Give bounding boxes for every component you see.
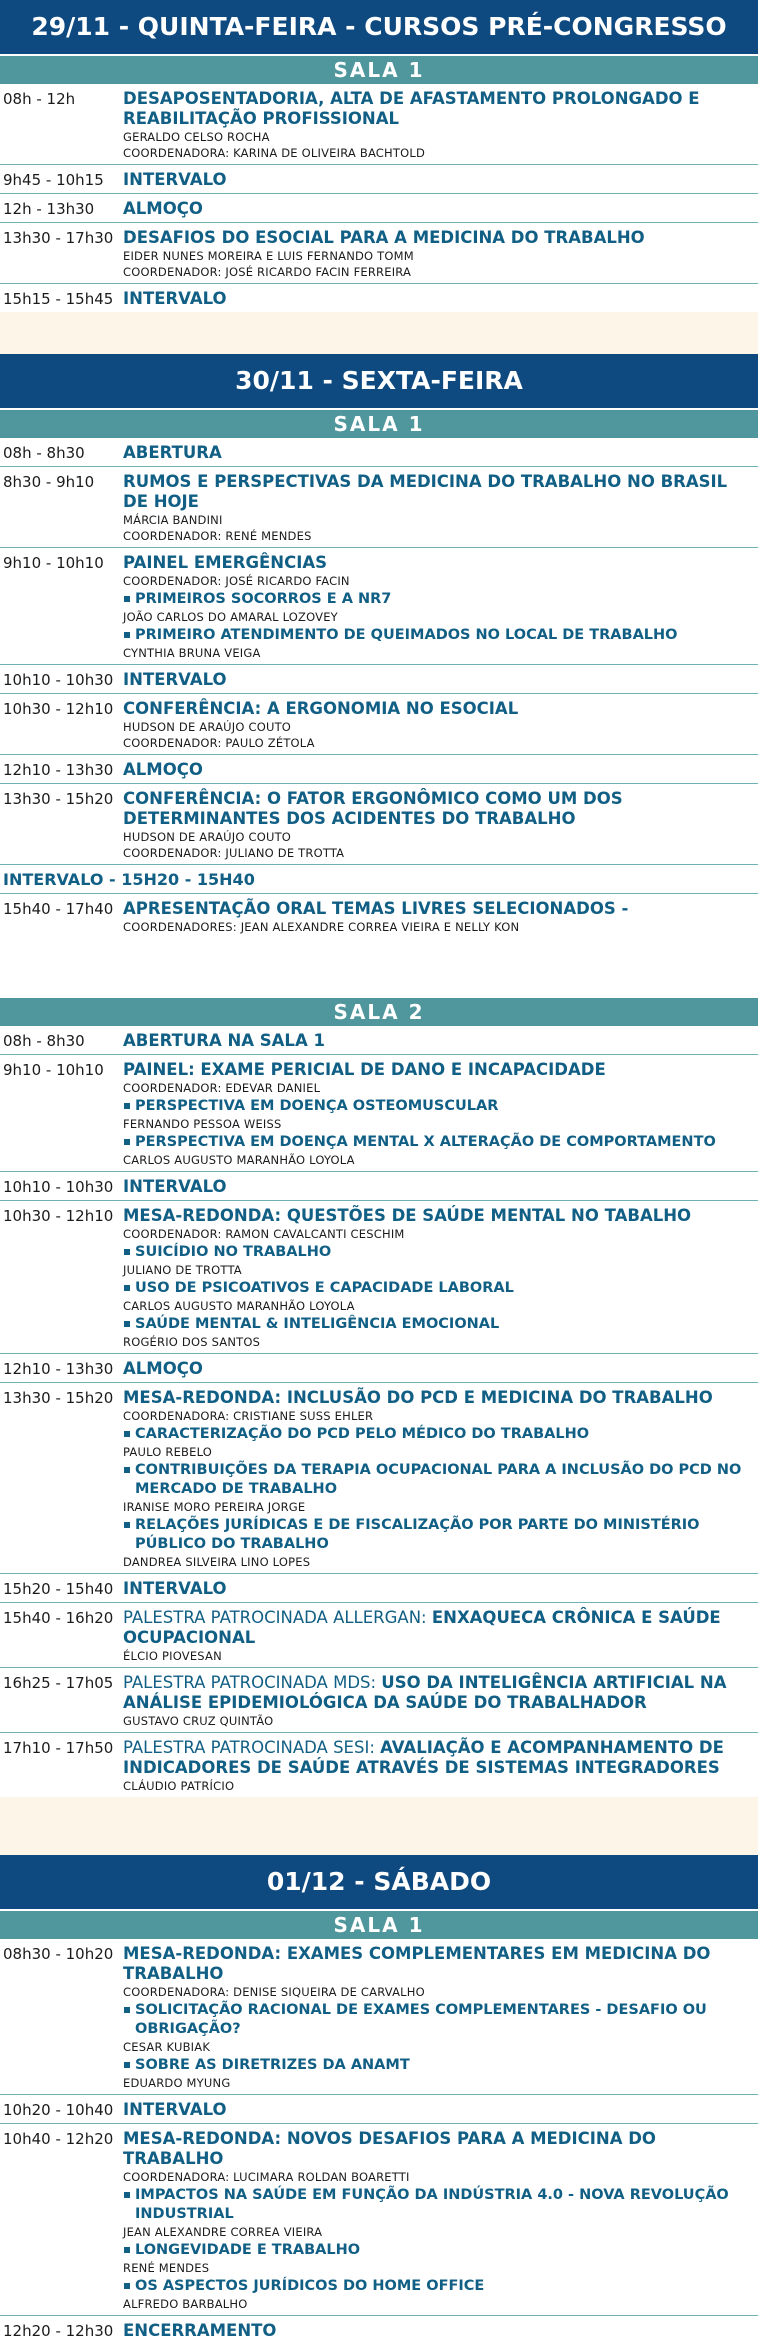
speaker-name: GERALDO CELSO ROCHA (123, 130, 270, 144)
session-content (123, 899, 754, 935)
time-slot: 9h45 - 10h15 (3, 171, 104, 189)
speaker-name: GUSTAVO CRUZ QUINTÃO (123, 1714, 274, 1728)
day-header: 01/12 - SÁBADO (0, 1855, 758, 1909)
session-content (123, 289, 754, 309)
sub-topic: CONTRIBUIÇÕES DA TERAPIA OCUPACIONAL PARA A INCLUSÃO DO PCD NO MERCADO DE TRABALHO (123, 1461, 754, 1499)
session-content (123, 1673, 754, 1729)
speaker-name: JOÃO CARLOS DO AMARAL LOZOVEY (123, 610, 338, 624)
speaker-name: CYNTHIA BRUNA VEIGA (123, 646, 261, 660)
speaker-name: COORDENADORA: CRISTIANE SUSS EHLER (123, 1409, 374, 1423)
time-slot: 9h10 - 10h10 (3, 1061, 104, 1079)
schedule-row (0, 1939, 758, 2095)
session-title (123, 1673, 754, 1713)
speaker-name: JEAN ALEXANDRE CORREA VIEIRA (123, 2225, 323, 2239)
session-title-text: DESAPOSENTADORIA, ALTA DE AFASTAMENTO PROLONGADO E REABILITAÇÃO PROFISSIONAL (123, 89, 700, 128)
speaker-name: COORDENADOR: JOSÉ RICARDO FACIN (123, 574, 350, 588)
speaker-name: CARLOS AUGUSTO MARANHÃO LOYOLA (123, 1153, 355, 1167)
schedule-row (0, 1733, 758, 1797)
schedule-row (0, 223, 758, 284)
speaker-name: EIDER NUNES MOREIRA E LUIS FERNANDO TOMM (123, 249, 414, 263)
schedule-row (0, 1026, 758, 1055)
time-slot: 10h40 - 12h20 (3, 2130, 114, 2148)
session-title (123, 899, 754, 919)
speaker-name: CARLOS AUGUSTO MARANHÃO LOYOLA (123, 1299, 355, 1313)
session-title (123, 1388, 754, 1408)
session-title (123, 670, 754, 690)
schedule-row (0, 84, 758, 165)
sala-block (0, 1911, 758, 2344)
session-title (123, 1177, 754, 1197)
session-title-text: MESA-REDONDA: INCLUSÃO DO PCD E MEDICINA DO TRABALHO (123, 1388, 713, 1407)
sub-topic: PERSPECTIVA EM DOENÇA MENTAL X ALTERAÇÃO DE COMPORTAMENTO (123, 1133, 754, 1152)
session-title (123, 2100, 754, 2120)
session-title-text: CONFERÊNCIA: O FATOR ERGONÔMICO COMO UM DOS DETERMINANTES DOS ACIDENTES DO TRABALHO (123, 789, 623, 828)
session-content (123, 2321, 754, 2341)
day-header: 29/11 - QUINTA-FEIRA - CURSOS PRÉ-CONGRESSO (0, 0, 758, 54)
schedule-row (0, 665, 758, 694)
session-title-text: DESAFIOS DO ESOCIAL PARA A MEDICINA DO TRABALHO (123, 228, 645, 247)
time-slot: 10h10 - 10h30 (3, 671, 114, 689)
sala-header: SALA 1 (0, 410, 758, 438)
speaker-name: JULIANO DE TROTTA (123, 1263, 242, 1277)
speaker-name: ROGÉRIO DOS SANTOS (123, 1335, 261, 1349)
time-slot: 08h - 12h (3, 90, 76, 108)
schedule-row (0, 165, 758, 194)
session-title-text: INTERVALO (123, 2100, 227, 2119)
speaker-name: ÉLCIO PIOVESAN (123, 1649, 222, 1663)
session-content (123, 1579, 754, 1599)
session-title (123, 2129, 754, 2169)
time-slot: 10h30 - 12h10 (3, 1207, 114, 1225)
speaker-name: CESAR KUBIAK (123, 2040, 211, 2054)
session-title-text: INTERVALO (123, 1177, 227, 1196)
session-content (123, 1060, 754, 1168)
sub-topic: RELAÇÕES JURÍDICAS E DE FISCALIZAÇÃO POR PARTE DO MINISTÉRIO PÚBLICO DO TRABALHO (123, 1516, 754, 1554)
session-title (123, 199, 754, 219)
schedule-row (0, 1055, 758, 1172)
schedule-row (0, 1603, 758, 1668)
speaker-name: COORDENADOR: EDEVAR DANIEL (123, 1081, 321, 1095)
schedule-row (0, 694, 758, 755)
sub-topic: OS ASPECTOS JURÍDICOS DO HOME OFFICE (123, 2277, 754, 2296)
session-content (123, 1031, 754, 1051)
sub-topic: PRIMEIROS SOCORROS E A NR7 (123, 590, 754, 609)
session-content (123, 1944, 754, 2091)
time-slot: 8h30 - 9h10 (3, 473, 95, 491)
time-slot: 17h10 - 17h50 (3, 1739, 114, 1757)
speaker-name: COORDENADOR: RENÉ MENDES (123, 529, 312, 543)
schedule-row (0, 2095, 758, 2124)
schedule-row (0, 438, 758, 467)
session-content (123, 199, 754, 219)
session-title-text: PAINEL EMERGÊNCIAS (123, 553, 328, 572)
time-slot: 13h30 - 15h20 (3, 1389, 114, 1407)
session-title-text: INTERVALO (123, 289, 227, 308)
session-title-text: ENCERRAMENTO (123, 2321, 277, 2340)
session-content (123, 2100, 754, 2120)
schedule-row (0, 755, 758, 784)
speaker-name: FERNANDO PESSOA WEISS (123, 1117, 282, 1131)
session-title-text: INTERVALO (123, 670, 227, 689)
session-title (123, 1944, 754, 1984)
speaker-name: COORDENADOR: JULIANO DE TROTTA (123, 846, 345, 860)
session-title (123, 1579, 754, 1599)
sala-header: SALA 2 (0, 998, 758, 1026)
time-slot: 08h - 8h30 (3, 1032, 85, 1050)
sub-topic: PERSPECTIVA EM DOENÇA OSTEOMUSCULAR (123, 1097, 754, 1116)
session-title-text: MESA-REDONDA: EXAMES COMPLEMENTARES EM MEDICINA DO TRABALHO (123, 1944, 711, 1983)
sala-header: SALA 1 (0, 56, 758, 84)
schedule-row (0, 2316, 758, 2344)
session-content (123, 1388, 754, 1570)
session-title-text: USO DA INTELIGÊNCIA ARTIFICIAL NA ANÁLISE EPIDEMIOLÓGICA DA SAÚDE DO TRABALHADOR (123, 1673, 727, 1712)
schedule-row (0, 1668, 758, 1733)
sub-topic: SOLICITAÇÃO RACIONAL DE EXAMES COMPLEMENTARES - DESAFIO OU OBRIGAÇÃO? (123, 2001, 754, 2039)
session-content (123, 89, 754, 161)
session-content (123, 1359, 754, 1379)
time-slot: 15h40 - 17h40 (3, 900, 114, 918)
speaker-name: COORDENADORA: DENISE SIQUEIRA DE CARVALHO (123, 1985, 425, 1999)
sub-topic: SOBRE AS DIRETRIZES DA ANAMT (123, 2056, 754, 2075)
schedule-row (0, 784, 758, 865)
session-content (123, 789, 754, 861)
session-title (123, 760, 754, 780)
schedule-row (0, 467, 758, 548)
speaker-name: EDUARDO MYUNG (123, 2076, 231, 2090)
speaker-name: HUDSON DE ARAÚJO COUTO (123, 830, 292, 844)
speaker-name: DANDREA SILVEIRA LINO LOPES (123, 1555, 311, 1569)
schedule-row (0, 1201, 758, 1354)
day-header: 30/11 - SEXTA-FEIRA (0, 354, 758, 408)
session-title (123, 1738, 754, 1778)
schedule-row (0, 1383, 758, 1574)
day-section (0, 0, 758, 354)
sub-topic: LONGEVIDADE E TRABALHO (123, 2241, 754, 2260)
session-title (123, 1031, 754, 1051)
session-title (123, 89, 754, 129)
session-title (123, 553, 754, 573)
session-title-text: APRESENTAÇÃO ORAL TEMAS LIVRES SELECIONADOS - (123, 899, 629, 918)
time-slot: 12h - 13h30 (3, 200, 95, 218)
time-slot: 13h30 - 17h30 (3, 229, 114, 247)
session-title-text: INTERVALO (123, 170, 227, 189)
speaker-name: COORDENADORA: KARINA DE OLIVEIRA BACHTOLD (123, 146, 426, 160)
session-title (123, 289, 754, 309)
session-title (123, 2321, 754, 2341)
schedule-row (0, 2124, 758, 2316)
session-title-text: ALMOÇO (123, 1359, 203, 1378)
session-content (123, 670, 754, 690)
sala-block (0, 410, 758, 996)
session-title (123, 1608, 754, 1648)
session-content (123, 443, 754, 463)
time-slot: 15h15 - 15h45 (3, 290, 114, 308)
speaker-name: COORDENADOR: JOSÉ RICARDO FACIN FERREIRA (123, 265, 412, 279)
session-title-text: RUMOS E PERSPECTIVAS DA MEDICINA DO TRABALHO NO BRASIL DE HOJE (123, 472, 728, 511)
time-slot: 15h40 - 16h20 (3, 1609, 114, 1627)
schedule-row (0, 548, 758, 665)
time-slot: 9h10 - 10h10 (3, 554, 104, 572)
section-spacer (0, 1797, 758, 1855)
time-slot: 08h30 - 10h20 (3, 1945, 114, 1963)
session-content (123, 1608, 754, 1664)
session-title-text: ABERTURA NA SALA 1 (123, 1031, 325, 1050)
sala-block (0, 998, 758, 1855)
session-title (123, 789, 754, 829)
session-title-text: PAINEL: EXAME PERICIAL DE DANO E INCAPACIDADE (123, 1060, 606, 1079)
speaker-name: COORDENADORA: LUCIMARA ROLDAN BOARETTI (123, 2170, 410, 2184)
sala-header: SALA 1 (0, 1911, 758, 1939)
day-section (0, 1855, 758, 2344)
speaker-name: IRANISE MORO PEREIRA JORGE (123, 1500, 306, 1514)
speaker-name: ALFREDO BARBALHO (123, 2297, 248, 2311)
session-title (123, 699, 754, 719)
time-slot: 10h30 - 12h10 (3, 700, 114, 718)
session-title-text: MESA-REDONDA: QUESTÕES DE SAÚDE MENTAL NO TABALHO (123, 1206, 692, 1225)
session-title-text: ENXAQUECA CRÔNICA E SAÚDE OCUPACIONAL (123, 1608, 721, 1647)
speaker-name: COORDENADOR: PAULO ZÉTOLA (123, 736, 315, 750)
section-spacer (0, 312, 758, 354)
time-slot: 10h20 - 10h40 (3, 2101, 114, 2119)
time-slot: 16h25 - 17h05 (3, 1674, 114, 1692)
speaker-name: CLÁUDIO PATRÍCIO (123, 1779, 235, 1793)
session-title-text: MESA-REDONDA: NOVOS DESAFIOS PARA A MEDICINA DO TRABALHO (123, 2129, 656, 2168)
speaker-name: RENÉ MENDES (123, 2261, 210, 2275)
session-title-text: ALMOÇO (123, 760, 203, 779)
schedule-row (0, 1574, 758, 1603)
speaker-name: MÁRCIA BANDINI (123, 513, 223, 527)
session-title (123, 472, 754, 512)
schedule-row (0, 284, 758, 312)
session-title-text: ABERTURA (123, 443, 222, 462)
session-content (123, 553, 754, 661)
schedule-row (0, 1172, 758, 1201)
time-slot: 15h20 - 15h40 (3, 1580, 114, 1598)
schedule-row (0, 194, 758, 223)
sub-topic: SAÚDE MENTAL & INTELIGÊNCIA EMOCIONAL (123, 1315, 754, 1334)
session-title (123, 443, 754, 463)
speaker-name: PAULO REBELO (123, 1445, 213, 1459)
schedule-row (0, 894, 758, 938)
session-content (123, 1738, 754, 1794)
session-sponsor: PALESTRA PATROCINADA SESI: (123, 1738, 381, 1757)
session-title-text: ALMOÇO (123, 199, 203, 218)
time-slot: 13h30 - 15h20 (3, 790, 114, 808)
session-content (123, 1177, 754, 1197)
schedule-row (0, 865, 758, 894)
session-content (123, 170, 754, 190)
session-title-text: AVALIAÇÃO E ACOMPANHAMENTO DE INDICADORES DE SAÚDE ATRAVÉS DE SISTEMAS INTEGRADORES (123, 1738, 724, 1777)
speaker-name: COORDENADOR: RAMON CAVALCANTI CESCHIM (123, 1227, 405, 1241)
session-content (123, 760, 754, 780)
time-slot: 12h20 - 12h30 (3, 2322, 114, 2340)
session-content (123, 2129, 754, 2312)
section-spacer (0, 938, 758, 996)
time-slot: 12h10 - 13h30 (3, 761, 114, 779)
session-title-text: INTERVALO (123, 1579, 227, 1598)
sub-topic: PRIMEIRO ATENDIMENTO DE QUEIMADOS NO LOCAL DE TRABALHO (123, 626, 754, 645)
speaker-name: HUDSON DE ARAÚJO COUTO (123, 720, 292, 734)
time-slot: 12h10 - 13h30 (3, 1360, 114, 1378)
session-content (123, 228, 754, 280)
session-title (123, 1060, 754, 1080)
session-title (123, 1206, 754, 1226)
schedule-row (0, 1354, 758, 1383)
session-title (123, 228, 754, 248)
sub-topic: USO DE PSICOATIVOS E CAPACIDADE LABORAL (123, 1279, 754, 1298)
speaker-name: COORDENADORES: JEAN ALEXANDRE CORREA VIEIRA E NELLY KON (123, 920, 520, 934)
session-content (123, 699, 754, 751)
session-content (123, 472, 754, 544)
session-title-text: CONFERÊNCIA: A ERGONOMIA NO ESOCIAL (123, 699, 519, 718)
sala-block (0, 56, 758, 354)
sub-topic: CARACTERIZAÇÃO DO PCD PELO MÉDICO DO TRABALHO (123, 1425, 754, 1444)
interval-label: INTERVALO - 15H20 - 15H40 (3, 870, 255, 889)
session-title (123, 1359, 754, 1379)
session-content (123, 1206, 754, 1350)
session-title (123, 170, 754, 190)
time-slot: 10h10 - 10h30 (3, 1178, 114, 1196)
day-section (0, 354, 758, 1855)
session-sponsor: PALESTRA PATROCINADA ALLERGAN: (123, 1608, 432, 1627)
sub-topic: SUICÍDIO NO TRABALHO (123, 1243, 754, 1262)
sub-topic: IMPACTOS NA SAÚDE EM FUNÇÃO DA INDÚSTRIA 4.0 - NOVA REVOLUÇÃO INDUSTRIAL (123, 2186, 754, 2224)
time-slot: 08h - 8h30 (3, 444, 85, 462)
session-sponsor: PALESTRA PATROCINADA MDS: (123, 1673, 382, 1692)
